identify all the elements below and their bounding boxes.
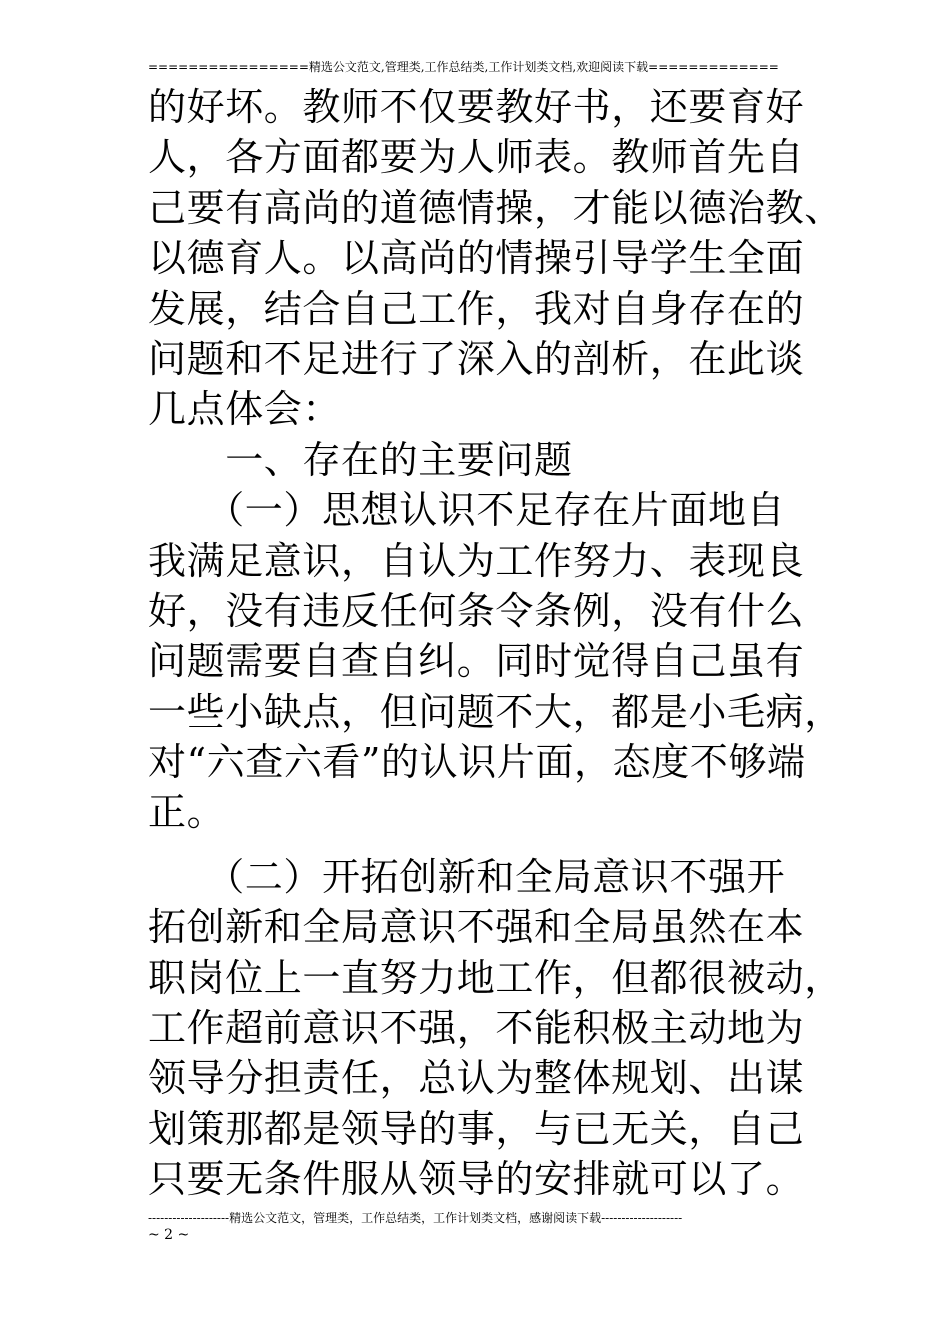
- body-line: 一些小缺点，但问题不大，都是小毛病，: [148, 689, 843, 734]
- body-line: 拓创新和全局意识不强和全局虽然在本: [148, 905, 805, 950]
- body-line: 领导分担责任，总认为整体规划、出谋: [148, 1056, 805, 1101]
- page-header: ================精选公文范文,管理类,工作总结类,工作计划类文档,欢迎阅读下载=============: [148, 60, 779, 74]
- body-line: 人，各方面都要为人师表。教师首先自: [148, 135, 805, 180]
- page-footer: --------------------精选公文范文，管理类，工作总结类，工作计划类文档，感谢阅读下载--------------------: [148, 1211, 683, 1225]
- section-heading: 一、存在的主要问题: [148, 437, 573, 482]
- body-line: 工作超前意识不强，不能积极主动地为: [148, 1006, 805, 1051]
- body-line: 划策那都是领导的事，与已无关，自己: [148, 1106, 805, 1151]
- page-number: ~ 2 ~: [148, 1227, 190, 1243]
- subsection-heading: （二）开拓创新和全局意识不强开: [148, 854, 786, 899]
- body-line: 职岗位上一直努力地工作，但都很被动，: [148, 955, 843, 1000]
- body-line: 以德育人。以高尚的情操引导学生全面: [148, 236, 805, 281]
- body-line: 发展，结合自己工作，我对自身存在的: [148, 286, 805, 331]
- document-body: [148, 82, 843, 1205]
- body-line: 几点体会：: [148, 387, 342, 432]
- body-line: 好，没有违反任何条令条例，没有什么: [148, 588, 805, 633]
- body-line: 问题需要自查自纠。同时觉得自己虽有: [148, 639, 805, 684]
- body-line: 的好坏。教师不仅要教好书，还要育好: [148, 85, 805, 129]
- body-line: 正。: [148, 790, 226, 835]
- subsection-heading: （一）思想认识不足存在片面地自: [148, 488, 786, 533]
- body-line: 对“六查六看”的认识片面，态度不够端: [148, 740, 806, 785]
- body-line: 问题和不足进行了深入的剖析，在此谈: [148, 336, 805, 381]
- body-line: 我满足意识，自认为工作努力、表现良: [148, 538, 805, 583]
- body-line: 己要有高尚的道德情操，才能以德治教、: [148, 185, 843, 230]
- body-line: 只要无条件服从领导的安排就可以了。: [148, 1157, 805, 1202]
